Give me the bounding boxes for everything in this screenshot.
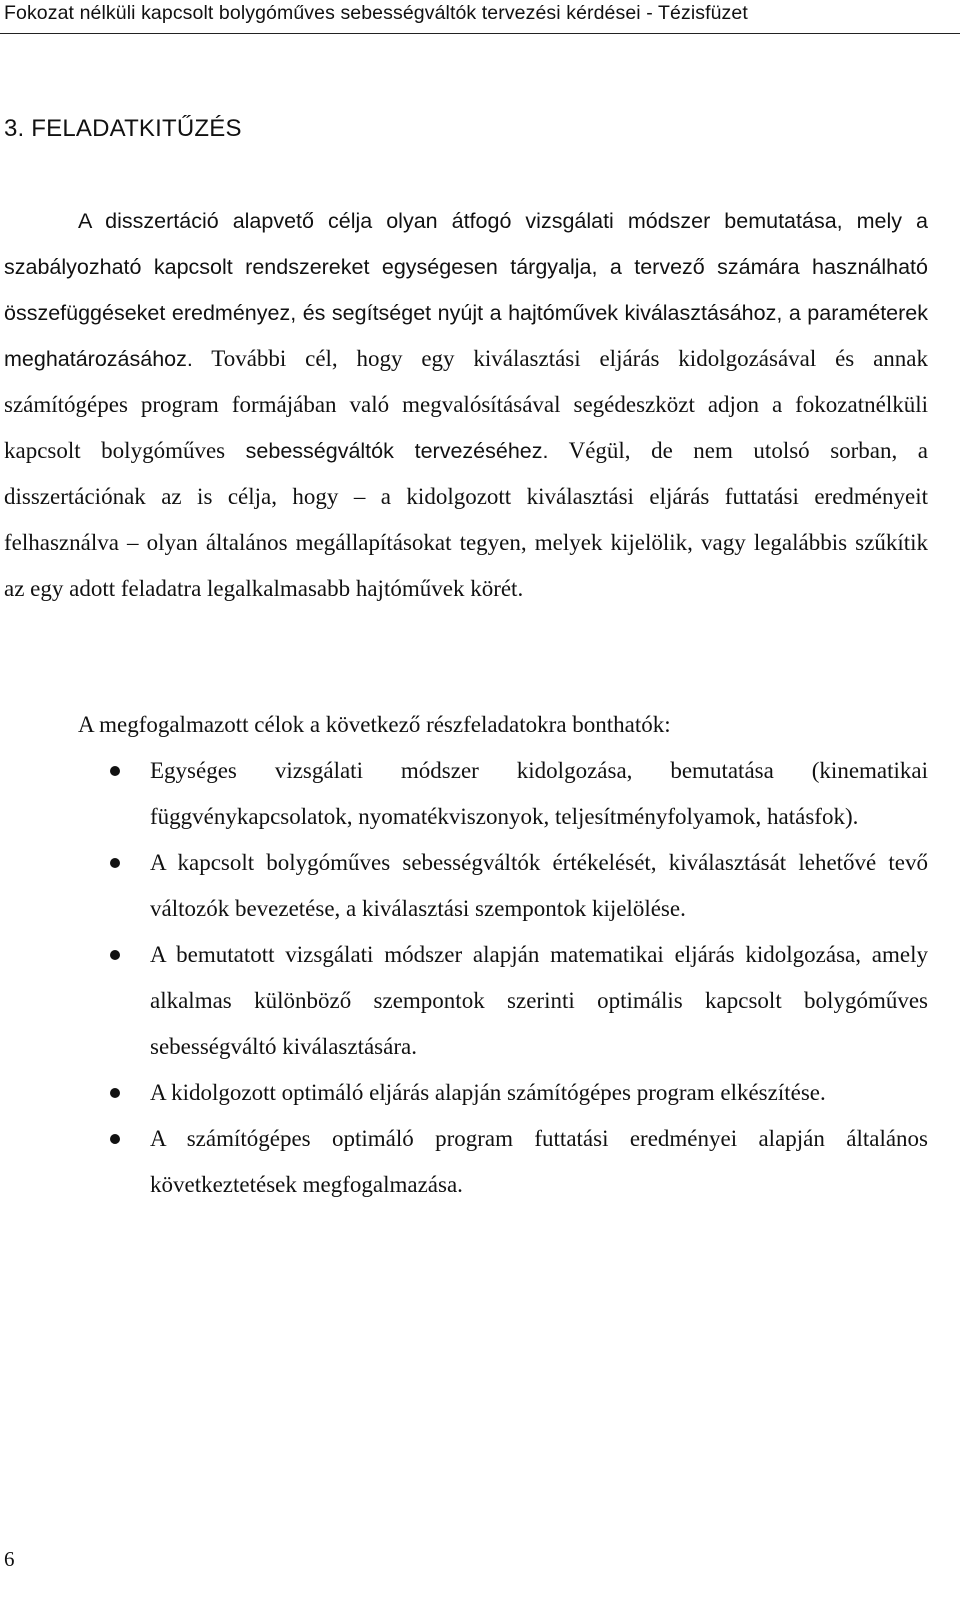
bullet-icon (110, 858, 120, 868)
list-item-text: Egységes vizsgálati módszer kidolgozása, bemutatása (kinematikai függvénykapcsolatok, nyomatékviszonyok, teljesítményfolyamok, hatásfok). (150, 758, 928, 829)
list-item (0, 932, 928, 1070)
task-list (0, 748, 928, 1208)
intro-text-part-2: További cél, hogy egy kiválasztási eljárás kidolgozásával és annak számítógépes program formájában való megvalósításával segédeszközt adjon a fokozatnélküli kapcsolt bolygóműves (4, 346, 928, 463)
list-item-text: A bemutatott vizsgálati módszer alapján matematikai eljárás kidolgozása, amely alkalmas különböző szempontok szerinti optimális kapcsolt bolygóműves sebességváltó kiválasztására. (150, 942, 928, 1059)
running-header: Fokozat nélküli kapcsolt bolygóműves sebességváltók tervezési kérdései - Tézisfüzet (0, 0, 960, 34)
list-item (0, 748, 928, 840)
bullet-icon (110, 1088, 120, 1098)
list-item-text: A kapcsolt bolygóműves sebességváltók értékelését, kiválasztását lehetővé tevő változók bevezetése, a kiválasztási szempontok kijelölése. (150, 850, 928, 921)
list-item-text: A számítógépes optimáló program futtatási eredményei alapján általános következtetések megfogalmazása. (150, 1126, 928, 1197)
list-item (0, 840, 928, 932)
intro-text-part-3: sebességváltók tervezéséhez. (245, 439, 549, 463)
intro-text-part-1: A disszertáció alapvető célja olyan átfogó vizsgálati módszer bemutatása, mely a szabályozható kapcsolt rendszereket egységesen tárgyalja, a tervező számára használható összefüggéseket eredményez, és segítséget nyújt a hajtóművek kiválasztásához, a paraméterek meghatározásához. (4, 209, 928, 371)
bullet-icon (110, 950, 120, 960)
task-list-lead: A megfogalmazott célok a következő részfeladatokra bonthatók: (78, 712, 671, 737)
page-number: 6 (4, 1547, 15, 1571)
list-item (0, 1116, 928, 1208)
intro-text-part-4: Végül, de nem utolsó sorban, a disszertációnak az is célja, hogy – a kidolgozott kiválasztási eljárás futtatási eredményeit felhasználva – olyan általános megállapításokat tegyen, melyek kijelölik, vagy legalábbis szűkítik az egy adott feladatra legalkalmasabb hajtóművek körét. (4, 438, 929, 601)
list-item-text: A kidolgozott optimáló eljárás alapján számítógépes program elkészítése. (150, 1080, 826, 1105)
section-heading: 3. FELADATKITŰZÉS (4, 115, 242, 142)
bullet-icon (110, 1134, 120, 1144)
list-item (0, 1070, 928, 1116)
bullet-icon (110, 766, 120, 776)
intro-paragraph (4, 198, 928, 612)
